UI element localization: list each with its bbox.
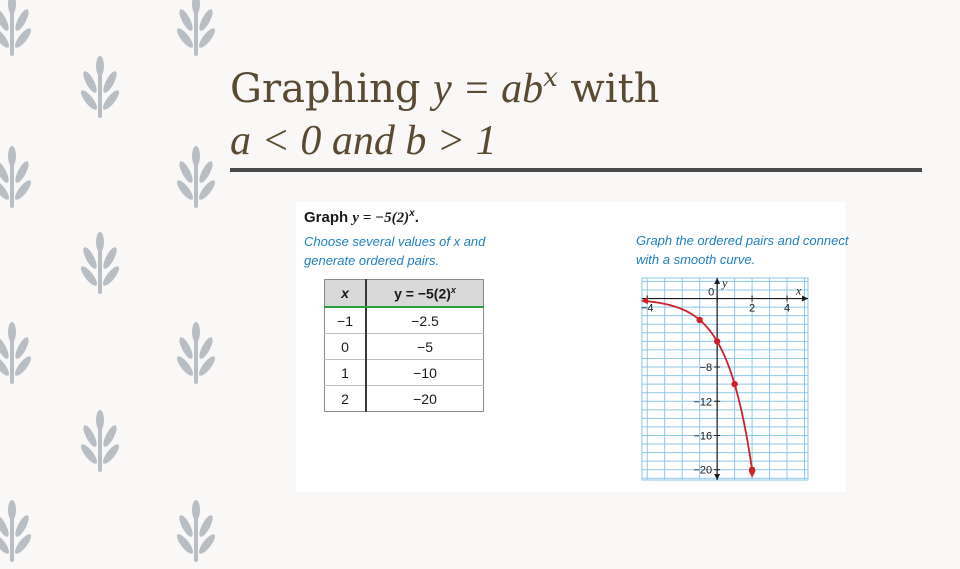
x-axis-label: x [796,283,802,298]
title-exponent: x [543,63,558,93]
y-axis-label: y [722,276,728,290]
graph-equation: y = −5(2) [352,210,410,226]
table-header-y-exp: x [450,284,456,295]
leaf-icon [176,0,216,58]
y-tick-label: −8 [699,362,713,375]
exponential-graph [640,276,810,482]
table-cell-x: −1 [325,307,367,334]
table-header-y-text: y = −5(2) [394,285,451,302]
leaf-icon [176,322,216,386]
title-text: Graphing [230,66,434,112]
leaf-icon [80,410,120,474]
data-point [749,467,755,473]
y-tick-label: −12 [693,396,713,409]
table-row [325,386,484,412]
example-panel [296,202,849,492]
leaf-icon [0,500,32,564]
x-tick-label: 2 [749,302,756,315]
x-tick-label: 4 [783,302,791,315]
leaf-icon [0,146,32,210]
values-table [324,279,484,412]
graph-prefix: Graph [304,209,353,226]
table-cell-x: 2 [325,386,367,412]
table-cell-y: −20 [366,386,484,412]
example-heading [304,208,419,227]
data-point [731,381,737,387]
x-tick-label: −4 [640,302,654,315]
leaf-icon [176,500,216,564]
leaf-icon [80,232,120,296]
leaf-icon [0,0,32,58]
x-tick-label: 0 [708,286,715,299]
table-cell-y: −5 [366,334,484,360]
table-header-y [366,280,484,308]
y-tick-label: −16 [693,430,713,443]
title-formula: y = ab [433,66,544,112]
table-cell-y: −10 [366,360,484,386]
table-cell-y: −2.5 [366,307,484,334]
instruction-right: Graph the ordered pairs and connect with a smooth curve. [636,233,849,267]
title-condition: a < 0 and b > 1 [230,118,497,164]
table-header-x: x [325,280,367,308]
table-header-row [325,280,484,308]
instruction-left: Choose several values of x and generate ordered pairs. [304,234,486,268]
data-point [696,317,702,323]
graph-end: . [414,209,419,226]
y-axis-arrow-down [714,474,720,480]
data-point [714,338,720,344]
table-row [325,360,484,386]
title-with: with [557,66,660,112]
leaf-icon [176,146,216,210]
title-line-1 [230,52,930,115]
graph-exponent: x [409,208,415,219]
title-divider [230,168,922,172]
table-row [325,307,484,334]
table-cell-x: 0 [325,334,367,360]
leaf-icon [0,322,32,386]
leaf-icon [80,56,120,120]
title-line-2 [230,115,930,167]
slide-title [230,52,930,167]
y-tick-label: −20 [693,464,713,477]
table-cell-x: 1 [325,360,367,386]
table-row [325,334,484,360]
